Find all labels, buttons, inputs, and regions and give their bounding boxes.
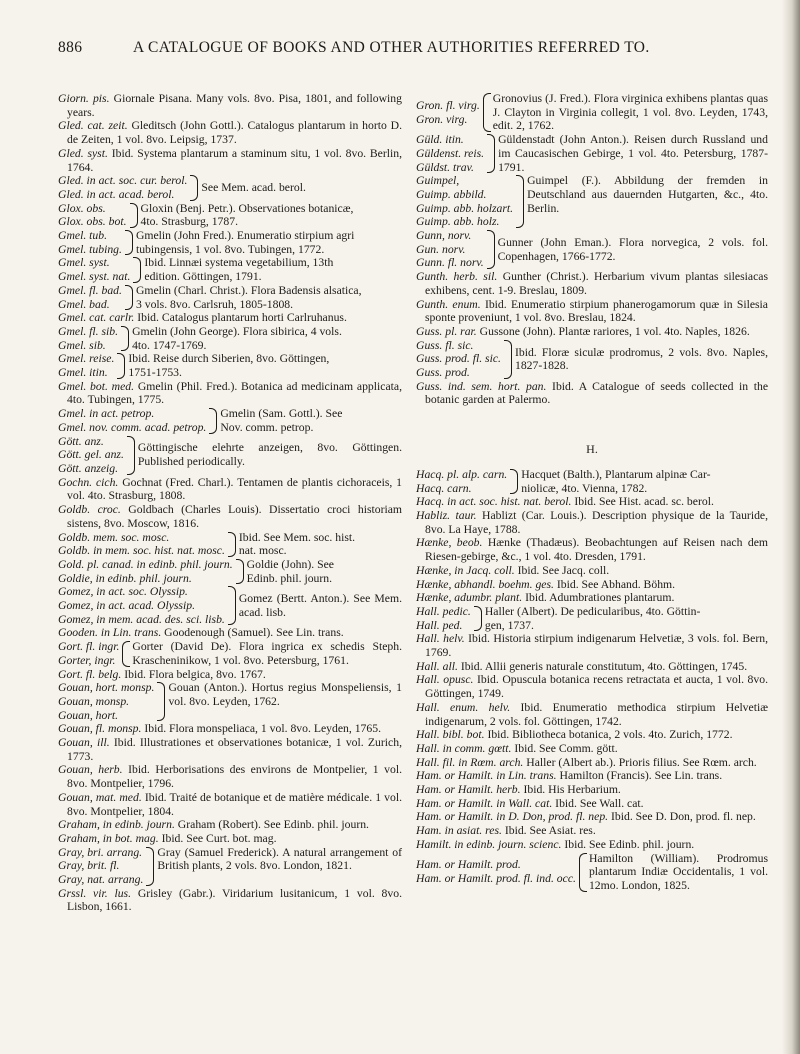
- braced-entry: [58, 407, 402, 434]
- entry-text: tubingensis, 1 vol. 8vo. Tubingen, 1772.: [135, 242, 325, 256]
- entry-text: Ibid. Catalogus plantarum horti Carlruhanus.: [137, 311, 347, 325]
- entry-text: Gronovius (J. Fred.). Flora virginica exhibens plantas quas J. Clayton in Virginia collegit, 1 vol. 8vo. Leyden, 1743, edit. 2, 1762.: [492, 92, 768, 133]
- entry-abbreviation: Hall. pedic.: [416, 604, 471, 618]
- catalogue-entry: [58, 886, 402, 914]
- catalogue-entry: [416, 563, 768, 578]
- entry-text: Ibid. See Hist. acad. sc. berol.: [574, 495, 714, 509]
- entry-abbreviation: Gort. fl. ingr.: [58, 640, 120, 654]
- entry-text: Gmelin (Charl. Christ.). Flora Badensis alsatica,: [135, 283, 362, 297]
- entry-text: Hænke (Thadæus). Beobachtungen auf Reisen nach dem Riesen-gebirge, &c., 1 vol. 4to. Dresden, 1791.: [425, 536, 768, 564]
- catalogue-entry: [416, 810, 768, 824]
- braced-entry: [58, 352, 402, 379]
- braced-entry: [416, 92, 768, 133]
- catalogue-entry: [58, 146, 403, 174]
- braced-entry: [58, 229, 402, 256]
- braced-entry: [416, 229, 768, 270]
- entry-text: Ibid. Systema plantarum a staminum situ, 1 vol. 8vo. Berlin, 1764.: [67, 146, 403, 174]
- entry-text: Goodenough (Samuel). See Lin. trans.: [164, 626, 344, 640]
- entry-abbreviation: Goldb. in mem. soc. hist. nat. mosc.: [58, 544, 225, 558]
- entry-abbreviation: Gled. in act. acad. berol.: [58, 187, 175, 201]
- entry-text: Ibid. Illustrationes et observationes botanicæ, 1 vol. Zurich, 1773.: [67, 736, 402, 763]
- entry-text: Gorter (David De). Flora ingrica ex schedis Steph. Krascheninikow, 1 vol. 8vo. Petersburg, 1761.: [132, 640, 402, 667]
- catalogue-entry: [58, 626, 402, 640]
- entry-abbreviation: Goldb. mem. soc. mosc.: [58, 530, 170, 544]
- entry-abbreviation: Ham. or Hamilt. herb.: [416, 783, 521, 797]
- entry-abbreviation: Ham. or Hamilt. in Wall. cat.: [416, 796, 553, 810]
- entry-abbreviation: Guimp. abb. holz.: [416, 215, 500, 229]
- entry-text: 4to. Strasburg, 1787.: [140, 215, 239, 229]
- braced-entry: [416, 852, 768, 893]
- catalogue-entry: [416, 783, 768, 797]
- brace-icon: [125, 285, 133, 310]
- entry-abbreviation: Hacq. in act. soc. hist. nat. berol.: [416, 495, 572, 509]
- catalogue-entry: [58, 311, 402, 325]
- entry-abbreviation: Hall. all.: [416, 659, 458, 673]
- entry-text: Edinb. phil. journ.: [246, 571, 333, 585]
- entry-abbreviation: Hall. bibl. bot.: [416, 728, 485, 742]
- catalogue-entry: [58, 736, 402, 763]
- braced-entry: [58, 325, 402, 352]
- entry-abbreviation: Gmel. reise.: [58, 352, 115, 366]
- entry-text: Ibid. Flora monspeliaca, 1 vol. 8vo. Leyden, 1765.: [144, 722, 382, 736]
- brace-icon: [146, 847, 154, 886]
- entry-text: Ibid. See Edinb. phil. journ.: [564, 837, 695, 851]
- entry-abbreviation: Habliz. taur.: [416, 508, 477, 522]
- catalogue-entry: [416, 659, 768, 674]
- entry-abbreviation: Hall. helv.: [416, 632, 465, 646]
- brace-icon: [121, 326, 129, 351]
- catalogue-entry: [416, 297, 768, 325]
- entry-abbreviation: Giorn. pis.: [58, 92, 110, 105]
- entry-abbreviation: Guimpel,: [416, 174, 460, 188]
- entry-abbreviation: Gray, bri. arrang.: [58, 845, 143, 859]
- catalogue-entry: [416, 495, 768, 509]
- entry-abbreviation: Guss. fl. sic.: [416, 338, 474, 352]
- catalogue-entry: [416, 837, 768, 852]
- entry-text: Ibid. A Catalogue of seeds collected in the botanic garden at Palermo.: [425, 379, 769, 407]
- entry-abbreviation: Hall. ped.: [416, 618, 463, 632]
- entry-abbreviation: Ham. or Hamilt. prod. fl. ind. occ.: [416, 872, 576, 886]
- catalogue-entry: [58, 831, 402, 846]
- entry-text: Ibid. See Mem. soc. hist.: [238, 530, 356, 544]
- entry-abbreviation: Ham. or Hamilt. in Lin. trans.: [416, 769, 557, 783]
- entry-text: edition. Göttingen, 1791.: [144, 270, 262, 284]
- entry-text: Ibid. See Comm. gött.: [514, 741, 618, 755]
- entry-text: Ibid. See Jacq. coll.: [517, 563, 610, 577]
- braced-entry: [58, 681, 402, 722]
- catalogue-entry: [58, 763, 403, 791]
- entry-text: Ibid. See Wall. cat.: [555, 796, 644, 810]
- catalogue-entry: [416, 824, 768, 838]
- entry-abbreviation: Gorter, ingr.: [58, 653, 116, 667]
- entry-text: Grisley (Gabr.). Viridarium lusitanicum, 1 vol. 8vo. Lisbon, 1661.: [67, 886, 402, 914]
- catalogue-entry: [416, 536, 768, 564]
- entry-text: Goldbach (Charles Louis). Dissertatio croci historiam sistens, 8vo. Moscow, 1816.: [67, 503, 403, 530]
- entry-text: 1751-1753.: [128, 366, 182, 380]
- entry-text: Guimpel (F.). Abbildung der fremden in Deutschland aus dauernden Hutgarten, &c., 4to. Berlin.: [527, 174, 768, 215]
- entry-abbreviation: Gmel. in act. petrop.: [58, 407, 155, 421]
- entry-text: Ibid. Historia stirpium indigenarum Helvetiæ, 3 vols. fol. Bern, 1769.: [425, 632, 768, 660]
- entry-abbreviation: Gmel. cat. carlr.: [58, 311, 135, 325]
- catalogue-entry: [416, 673, 769, 701]
- entry-abbreviation: Ham. or Hamilt. prod.: [416, 858, 521, 872]
- catalogue-entry: [58, 119, 402, 147]
- entry-text: 3 vols. 8vo. Carlsruh, 1805-1808.: [135, 297, 294, 311]
- catalogue-entry: [416, 324, 768, 339]
- entry-abbreviation: Gmel. nov. comm. acad. petrop.: [58, 420, 207, 434]
- braced-entry: [58, 640, 402, 667]
- catalogue-entry: [416, 741, 768, 756]
- brace-icon: [510, 469, 518, 494]
- entry-abbreviation: Guss. prod. fl. sic.: [416, 352, 501, 366]
- braced-entry: [416, 468, 768, 495]
- entry-abbreviation: Gray, brit. fl.: [58, 859, 120, 873]
- page-number: 886: [58, 39, 83, 56]
- entry-abbreviation: Hænke, adumbr. plant.: [416, 591, 523, 605]
- entry-abbreviation: Graham, in edinb. journ.: [58, 818, 175, 832]
- entry-abbreviation: Hænke, in Jacq. coll.: [416, 563, 515, 577]
- catalogue-entry: [416, 755, 768, 770]
- catalogue-entry: [416, 591, 768, 605]
- entry-text: Goldie (John). See: [246, 557, 334, 571]
- entry-text: Ibid. Reise durch Siberien, 8vo. Göttingen,: [128, 352, 330, 366]
- entry-abbreviation: Gled. cat. zeit.: [58, 119, 128, 133]
- catalogue-entry: [58, 790, 403, 818]
- entry-abbreviation: Gouan, hort. monsp.: [58, 681, 155, 695]
- entry-abbreviation: Gött. anz.: [58, 434, 104, 448]
- entry-text: Graham (Robert). See Edinb. phil. journ.: [177, 818, 369, 832]
- brace-icon: [516, 175, 524, 228]
- entry-abbreviation: Guimp. abb. holzart.: [416, 201, 514, 215]
- entry-text: Ibid. Flora belgica, 8vo. 1767.: [124, 667, 266, 681]
- entry-text: Gray (Samuel Frederick). A natural arrangement of British plants, 2 vols. 8vo. London, 1821.: [157, 845, 402, 873]
- left-column: [58, 92, 402, 914]
- entry-abbreviation: Gun. norv.: [416, 242, 466, 256]
- entry-text: niolicæ, 4to. Vienna, 1782.: [521, 481, 648, 495]
- braced-entry: [416, 339, 768, 380]
- entry-text: Ibid. Allii generis naturale constitutum, 4to. Göttingen, 1745.: [460, 659, 748, 673]
- catalogue-entry: [416, 632, 768, 660]
- entry-abbreviation: Gron. fl. virg.: [416, 98, 480, 112]
- entry-text: Gunther (Christ.). Herbarium vivum plantas silesiacas exhibens, cent. 1-9. Breslau, 1809.: [425, 270, 768, 297]
- entry-abbreviation: Gmel. tub.: [58, 229, 108, 243]
- entry-abbreviation: Gled. in act. soc. cur. berol.: [58, 174, 188, 188]
- catalogue-entry: [416, 270, 768, 297]
- catalogue-entry: [416, 379, 769, 407]
- entry-abbreviation: Hall. in comm. gœtt.: [416, 741, 512, 755]
- entry-abbreviation: Hænke, beob.: [416, 536, 483, 550]
- entry-text: Ibid. Linnæi systema vegetabilium, 13th: [144, 256, 334, 270]
- entry-text: Haller (Albert). De pedicularibus, 4to. Göttin-: [484, 604, 701, 618]
- entry-abbreviation: Gouan, hort.: [58, 708, 119, 722]
- entry-text: Göttingische elehrte anzeigen, 8vo. Göttingen. Published periodically.: [137, 441, 402, 469]
- entry-abbreviation: Gmel. syst.: [58, 256, 110, 270]
- entry-abbreviation: Gled. syst.: [58, 146, 108, 160]
- entry-text: nat. mosc.: [238, 544, 287, 558]
- entry-text: Ibid. Bibliotheca botanica, 2 vols. 4to. Zurich, 1772.: [487, 728, 733, 742]
- entry-text: Ibid. Opuscula botanica recens retractata et aucta, 1 vol. 8vo. Göttingen, 1749.: [425, 673, 769, 701]
- brace-icon: [125, 230, 133, 255]
- entry-abbreviation: Gött. gel. anz.: [58, 448, 124, 462]
- entry-abbreviation: Gouan, herb.: [58, 763, 123, 777]
- entry-abbreviation: Gouan, mat. med.: [58, 790, 142, 804]
- entry-text: Hablizt (Car. Louis.). Description physique de la Tauride, 8vo. La Haye, 1788.: [425, 508, 769, 536]
- braced-entry: [58, 846, 402, 887]
- entry-abbreviation: Guimp. abbild.: [416, 187, 487, 201]
- entry-abbreviation: Goldie, in edinb. phil. journ.: [58, 571, 192, 585]
- entry-abbreviation: Ham. in asiat. res.: [416, 824, 502, 838]
- entry-text: Hamilton (Francis). See Lin. trans.: [559, 769, 723, 783]
- entry-text: Gmelin (Phil. Fred.). Botanica ad medicinam applicata, 4to. Tubingen, 1775.: [67, 379, 402, 407]
- entry-abbreviation: Gouan, ill.: [58, 736, 110, 750]
- entry-text: Hamilton (William). Prodromus plantarum Indiæ Occidentalis, 1 vol. 12mo. London, 1825.: [588, 851, 768, 892]
- catalogue-entry: [58, 667, 402, 682]
- brace-icon: [122, 641, 130, 666]
- entry-abbreviation: Gomez, in act. acad. Olyssip.: [58, 599, 195, 613]
- entry-abbreviation: Gold. pl. canad. in edinb. phil. journ.: [58, 557, 233, 571]
- catalogue-entry: [416, 577, 768, 592]
- brace-icon: [130, 203, 138, 228]
- entry-abbreviation: Gunn, norv.: [416, 229, 472, 243]
- brace-icon: [127, 436, 135, 475]
- entry-abbreviation: Güldst. trav.: [416, 160, 474, 174]
- catalogue-entry: [58, 722, 402, 736]
- brace-icon: [474, 606, 482, 631]
- entry-abbreviation: Glox. obs. bot.: [58, 215, 127, 229]
- brace-icon: [228, 532, 236, 557]
- entry-text: Ibid. Floræ siculæ prodromus, 2 vols. 8vo. Naples, 1827-1828.: [514, 345, 768, 373]
- entry-abbreviation: Gron. virg.: [416, 112, 468, 126]
- braced-entry: [58, 585, 402, 626]
- catalogue-entry: [416, 728, 768, 742]
- entry-abbreviation: Gmel. fl. sib.: [58, 324, 119, 338]
- catalogue-entry: [416, 508, 769, 536]
- running-title: A CATALOGUE OF BOOKS AND OTHER AUTHORITIES REFERRED TO.: [133, 39, 650, 56]
- entry-abbreviation: Gmel. bad.: [58, 297, 110, 311]
- entry-text: Gmelin (John George). Flora sibirica, 4 vols.: [132, 324, 342, 338]
- entry-text: Ibid. Traité de botanique et de matière médicale. 1 vol. 8vo. Montpelier, 1804.: [67, 790, 403, 818]
- entry-abbreviation: Gmel. itin.: [58, 366, 108, 380]
- braced-entry: [58, 531, 402, 558]
- catalogue-entry: [58, 379, 402, 407]
- brace-icon: [504, 340, 512, 379]
- braced-entry: [416, 174, 768, 229]
- brace-icon: [209, 408, 217, 433]
- entry-abbreviation: Gort. fl. belg.: [58, 667, 122, 681]
- entry-text: Gochnat (Fred. Charl.). Tentamen de plantis cichoraceis, 1 vol. 4to. Strasburg, 1808.: [67, 475, 403, 503]
- entry-abbreviation: Ham. or Hamilt. in D. Don, prod. fl. nep.: [416, 810, 609, 824]
- entry-abbreviation: Güld. itin.: [416, 133, 464, 147]
- entry-abbreviation: Gunth. enum.: [416, 297, 481, 311]
- entry-abbreviation: Gochn. cich.: [58, 475, 119, 489]
- entry-text: 4to. 1747-1769.: [132, 338, 207, 352]
- entry-abbreviation: Gooden. in Lin. trans.: [58, 626, 162, 640]
- entry-text: Ibid. Adumbrationes plantarum.: [525, 591, 675, 605]
- braced-entry: [58, 202, 402, 229]
- entry-abbreviation: Hacq. pl. alp. carn.: [416, 467, 508, 481]
- entry-abbreviation: Gmel. sib.: [58, 338, 106, 352]
- entry-text: Gussone (John). Plantæ rariores, 1 vol. 4to. Naples, 1826.: [479, 324, 750, 338]
- brace-icon: [483, 93, 491, 132]
- brace-icon: [228, 586, 236, 625]
- entry-abbreviation: Gomez, in act. soc. Olyssip.: [58, 585, 188, 599]
- catalogue-entry: [416, 769, 768, 783]
- entry-text: Hacquet (Balth.), Plantarum alpinæ Car-: [521, 467, 711, 481]
- entry-text: Giornale Pisana. Many vols. 8vo. Pisa, 1801, and following years.: [67, 92, 402, 119]
- entry-abbreviation: Gouan, monsp.: [58, 694, 130, 708]
- braced-entry: [58, 256, 402, 283]
- entry-text: Gleditsch (John Gottl.). Catalogus plantarum in horto D. de Zeiten, 1 vol. 8vo. Leipsig, 1737.: [67, 119, 402, 147]
- entry-abbreviation: Gomez, in mem. acad. des. sci. lisb.: [58, 612, 225, 626]
- entry-abbreviation: Guss. pl. rar.: [416, 324, 477, 338]
- entry-text: Nov. comm. petrop.: [220, 420, 314, 434]
- entry-text: Güldenstadt (John Anton.). Reisen durch Russland und im Caucasischen Gebirge, 1 vol. 4to. Petersburg, 1787-1791.: [498, 133, 768, 174]
- entry-text: Gomez (Bertt. Anton.). See Mem. acad. lisb.: [238, 592, 402, 619]
- brace-icon: [133, 257, 141, 282]
- entry-abbreviation: Hall. fil. in Rœm. arch.: [416, 755, 524, 769]
- brace-icon: [236, 559, 244, 584]
- entry-abbreviation: Guss. ind. sem. hort. pan.: [416, 379, 547, 393]
- braced-entry: [58, 174, 402, 201]
- catalogue-entry: [58, 503, 403, 530]
- entry-abbreviation: Grssl. vir. lus.: [58, 886, 132, 900]
- entry-text: Haller (Albert ab.). Prioris filius. See Rœm. arch.: [526, 755, 757, 769]
- entry-abbreviation: Hall. enum. helv.: [416, 700, 511, 714]
- entry-text: Ibid. Enumeratio stirpium phanerogamorum quæ in Silesia sponte proveniunt, 1 vol. 8vo. Breslau, 1824.: [425, 297, 768, 325]
- entry-text: Ibid. See Abhand. Böhm.: [556, 577, 676, 591]
- entry-abbreviation: Gunth. herb. sil.: [416, 270, 498, 284]
- braced-entry: [58, 284, 402, 311]
- entry-abbreviation: Gouan, fl. monsp.: [58, 722, 142, 736]
- brace-icon: [117, 353, 125, 378]
- catalogue-entry: [58, 818, 402, 832]
- entry-abbreviation: Hacq. carn.: [416, 481, 472, 495]
- entry-abbreviation: Gunn. fl. norv.: [416, 256, 484, 270]
- entry-abbreviation: Gmel. bot. med.: [58, 379, 135, 393]
- entry-abbreviation: Glox. obs.: [58, 201, 106, 215]
- entry-text: Gmelin (John Fred.). Enumeratio stirpium agri: [135, 229, 355, 243]
- brace-icon: [190, 175, 198, 200]
- entry-abbreviation: Graham, in bot. mag.: [58, 831, 159, 845]
- entry-text: Ibid. See D. Don, prod. fl. nep.: [611, 810, 756, 824]
- braced-entry: [58, 558, 402, 585]
- entry-abbreviation: Gmel. fl. bad.: [58, 283, 122, 297]
- entry-text: Gmelin (Sam. Gottl.). See: [220, 407, 343, 421]
- entry-text: Ibid. See Asiat. res.: [504, 824, 596, 838]
- catalogue-entry: [58, 475, 403, 503]
- right-column: [416, 92, 768, 893]
- braced-entry: [58, 435, 402, 476]
- entry-abbreviation: Goldb. croc.: [58, 503, 121, 517]
- entry-text: Ibid. His Herbarium.: [523, 783, 621, 797]
- brace-icon: [579, 853, 587, 892]
- brace-icon: [487, 230, 495, 269]
- entry-text: Gouan (Anton.). Hortus regius Monspeliensis, 1 vol. 8vo. Leyden, 1762.: [168, 681, 402, 708]
- entry-text: Gunner (John Eman.). Flora norvegica, 2 vols. fol. Copenhagen, 1766-1772.: [497, 235, 768, 263]
- catalogue-entry: [416, 796, 768, 811]
- brace-icon: [487, 134, 495, 173]
- entry-abbreviation: Gmel. syst. nat.: [58, 270, 131, 284]
- page-edge: [782, 0, 800, 1054]
- section-heading: H.: [586, 442, 598, 457]
- entry-abbreviation: Guss. prod.: [416, 366, 470, 380]
- entry-abbreviation: Hænke, abhandl. boehm. ges.: [416, 577, 554, 591]
- entry-text: Gloxin (Benj. Petr.). Observationes botanicæ,: [140, 201, 354, 215]
- entry-abbreviation: Gött. anzeig.: [58, 461, 119, 475]
- entry-abbreviation: Gmel. tubing.: [58, 242, 122, 256]
- brace-icon: [157, 682, 165, 721]
- entry-text: Ibid. Herborisations des environs de Montpelier, 1 vol. 8vo. Montpelier, 1796.: [67, 763, 403, 791]
- page-header: [58, 39, 770, 63]
- entry-abbreviation: Hamilt. in edinb. journ. scienc.: [416, 837, 562, 851]
- entry-text: See Mem. acad. berol.: [201, 181, 306, 195]
- entry-abbreviation: Hall. opusc.: [416, 673, 474, 687]
- entry-abbreviation: Güldenst. reis.: [416, 146, 485, 160]
- braced-entry: [416, 605, 768, 632]
- catalogue-entry: [416, 700, 769, 728]
- entry-text: Ibid. See Curt. bot. mag.: [161, 831, 277, 845]
- entry-text: gen, 1737.: [484, 618, 534, 632]
- braced-entry: [416, 133, 768, 174]
- catalogue-entry: [58, 92, 402, 119]
- entry-text: Ibid. Enumeratio methodica stirpium Helvetiæ indigenarum, 2 vols. fol. Göttingen, 1742.: [425, 700, 769, 728]
- entry-abbreviation: Gray, nat. arrang.: [58, 873, 144, 887]
